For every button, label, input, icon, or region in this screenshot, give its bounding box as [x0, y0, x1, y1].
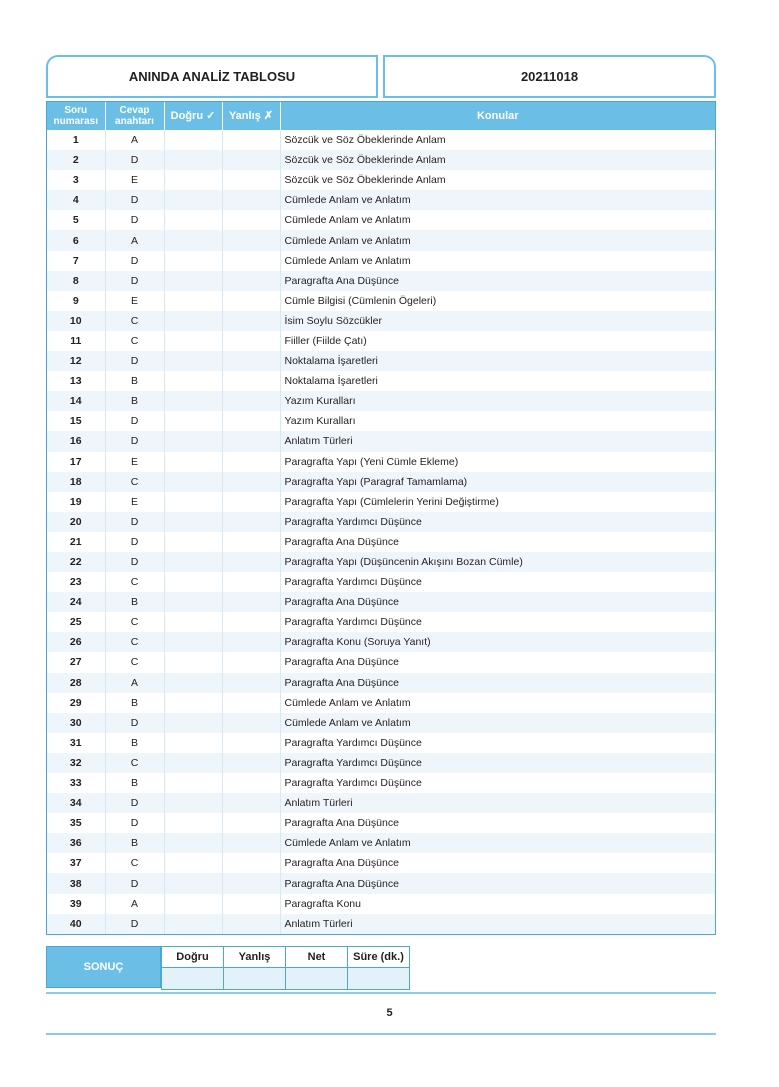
table-row [47, 291, 715, 311]
table-row [47, 833, 715, 853]
result-dogru-cell[interactable] [162, 968, 224, 990]
question-number: 36 [47, 833, 105, 853]
yanlis-cell[interactable] [222, 733, 280, 753]
question-number: 18 [47, 472, 105, 492]
topic-cell: Paragrafta Yapı (Paragraf Tamamlama) [280, 472, 715, 492]
topic-cell: Cümlede Anlam ve Anlatım [280, 190, 715, 210]
topic-cell: Paragrafta Ana Düşünce [284, 656, 399, 669]
table-row [47, 331, 715, 351]
yanlis-cell[interactable] [222, 833, 280, 853]
table-row [47, 170, 715, 190]
topic-cell: Paragrafta Konu (Soruya Yanıt) [280, 632, 715, 652]
topic-cell: Paragrafta Yapı (Yeni Cümle Ekleme) [284, 455, 459, 468]
topic-cell: Anlatım Türleri [280, 914, 715, 934]
answer-key: D [105, 251, 164, 271]
page-number: 5 [386, 1007, 393, 1019]
answer-key: E [105, 452, 164, 472]
yanlis-cell[interactable] [222, 472, 280, 492]
answer-key: D [105, 210, 164, 230]
answer-key: B [105, 693, 164, 713]
question-number: 40 [47, 914, 105, 934]
question-number: 16 [47, 431, 105, 451]
topic-cell: Paragrafta Ana Düşünce [284, 817, 399, 830]
topic-cell: Paragrafta Ana Düşünce [284, 535, 399, 548]
question-number: 29 [47, 693, 105, 713]
dogru-cell[interactable] [164, 391, 222, 411]
yanlis-cell[interactable] [222, 793, 280, 813]
dogru-cell[interactable] [164, 833, 222, 853]
yanlis-cell[interactable] [222, 773, 280, 793]
dogru-cell[interactable] [164, 150, 222, 170]
answer-key: D [105, 552, 164, 572]
answer-key: D [105, 190, 164, 210]
yanlis-cell[interactable] [222, 431, 280, 451]
result-table [161, 946, 410, 990]
dogru-cell[interactable] [164, 894, 222, 914]
header-title-box [46, 55, 378, 98]
topic-cell: Noktalama İşaretleri [280, 351, 715, 371]
question-number: 17 [47, 452, 105, 472]
yanlis-cell[interactable] [222, 753, 280, 773]
result-yanlis-header: Yanlış [224, 947, 286, 968]
col-soru-header [47, 102, 105, 130]
yanlis-cell[interactable] [222, 914, 280, 934]
question-number: 20 [47, 512, 105, 532]
table-row [47, 411, 715, 431]
dogru-cell[interactable] [164, 190, 222, 210]
answer-key: A [105, 894, 164, 914]
question-number: 30 [47, 713, 105, 733]
answer-key: B [105, 592, 164, 612]
question-number: 23 [47, 572, 105, 592]
question-number: 39 [47, 894, 105, 914]
table-row [47, 512, 715, 532]
topic-cell: Paragrafta Yardımcı Düşünce [280, 512, 715, 532]
dogru-cell[interactable] [164, 251, 222, 271]
table-row [47, 652, 715, 672]
table-row [47, 693, 715, 713]
yanlis-cell[interactable] [222, 713, 280, 733]
table-row [47, 532, 715, 552]
table-row [47, 592, 715, 612]
dogru-cell[interactable] [164, 351, 222, 371]
answer-key: C [105, 472, 164, 492]
question-number: 22 [47, 552, 105, 572]
dogru-cell[interactable] [164, 873, 222, 893]
answer-key: C [105, 311, 164, 331]
answer-key: B [105, 391, 164, 411]
answer-key: D [105, 713, 164, 733]
answer-key: D [105, 431, 164, 451]
yanlis-cell[interactable] [222, 873, 280, 893]
result-sure-header: Süre (dk.) [348, 947, 410, 968]
result-label: SONUÇ [46, 946, 161, 988]
table-row [47, 452, 715, 472]
topic-cell: Sözcük ve Söz Öbeklerinde Anlam [284, 134, 446, 147]
question-number: 26 [47, 632, 105, 652]
topic-cell: Cümlede Anlam ve Anlatım [280, 230, 715, 250]
table-row [47, 894, 715, 914]
question-number: 37 [47, 853, 105, 873]
header-title: ANINDA ANALİZ TABLOSU [128, 69, 296, 84]
answer-key: B [105, 833, 164, 853]
topic-cell: Paragrafta Ana Düşünce [280, 271, 715, 291]
answer-key: D [105, 532, 164, 552]
question-number: 8 [47, 271, 105, 291]
answer-key: C [105, 652, 164, 672]
question-number: 2 [47, 150, 105, 170]
dogru-cell[interactable] [164, 914, 222, 934]
footer-rule-top [46, 992, 716, 994]
col-dogru-header: Doğru ✓ [164, 102, 222, 130]
answer-key: C [105, 853, 164, 873]
topic-cell: İsim Soylu Sözcükler [280, 311, 715, 331]
answer-key: A [105, 130, 164, 150]
question-number: 10 [47, 311, 105, 331]
topic-cell: Sözcük ve Söz Öbeklerinde Anlam [280, 150, 715, 170]
topic-cell: Yazım Kuralları [284, 415, 356, 428]
question-number: 9 [47, 291, 105, 311]
answer-key: E [105, 170, 164, 190]
question-number: 15 [47, 411, 105, 431]
yanlis-cell[interactable] [222, 652, 280, 672]
result-section [46, 946, 410, 988]
topic-cell: Paragrafta Yardımcı Düşünce [284, 616, 422, 629]
table-row [47, 251, 715, 271]
answer-key: B [105, 773, 164, 793]
yanlis-cell[interactable] [222, 612, 280, 632]
yanlis-cell[interactable] [222, 271, 280, 291]
yanlis-cell[interactable] [222, 130, 280, 150]
table-row [47, 753, 715, 773]
header-code-box [383, 55, 716, 98]
topic-cell: Paragrafta Ana Düşünce [280, 873, 715, 893]
dogru-cell[interactable] [164, 130, 222, 150]
answer-key: B [105, 371, 164, 391]
topic-cell: Yazım Kuralları [280, 391, 715, 411]
yanlis-cell[interactable] [222, 371, 280, 391]
table-row [47, 391, 715, 411]
dogru-cell[interactable] [164, 612, 222, 632]
topic-cell: Paragrafta Yardımcı Düşünce [280, 753, 715, 773]
table-row [47, 793, 715, 813]
table-row [47, 230, 715, 250]
dogru-cell[interactable] [164, 431, 222, 451]
question-number: 32 [47, 753, 105, 773]
dogru-cell[interactable] [164, 733, 222, 753]
answer-key: D [105, 793, 164, 813]
dogru-cell[interactable] [164, 452, 222, 472]
yanlis-cell[interactable] [222, 351, 280, 371]
yanlis-cell[interactable] [222, 693, 280, 713]
yanlis-cell[interactable] [222, 853, 280, 873]
answer-key: D [105, 914, 164, 934]
yanlis-cell[interactable] [222, 230, 280, 250]
question-number: 38 [47, 873, 105, 893]
dogru-cell[interactable] [164, 652, 222, 672]
question-number: 34 [47, 793, 105, 813]
yanlis-cell[interactable] [222, 170, 280, 190]
answer-key: D [105, 813, 164, 833]
yanlis-cell[interactable] [222, 632, 280, 652]
footer-rule-bottom [46, 1033, 716, 1035]
topic-cell: Cümlede Anlam ve Anlatım [280, 713, 715, 733]
question-number: 13 [47, 371, 105, 391]
yanlis-cell[interactable] [222, 572, 280, 592]
answer-key: A [105, 673, 164, 693]
answer-key: D [105, 411, 164, 431]
yanlis-cell[interactable] [222, 311, 280, 331]
question-number: 14 [47, 391, 105, 411]
yanlis-cell[interactable] [222, 251, 280, 271]
topic-cell: Anlatım Türleri [280, 793, 715, 813]
result-net-cell[interactable] [286, 968, 348, 990]
col-soru-line1: Soru [64, 105, 88, 116]
dogru-cell[interactable] [164, 753, 222, 773]
topic-cell: Cümlede Anlam ve Anlatım [284, 696, 411, 709]
question-number: 27 [47, 652, 105, 672]
header-code: 20211018 [520, 69, 579, 84]
question-number: 5 [47, 210, 105, 230]
table-header-row [47, 102, 715, 130]
table-row [47, 632, 715, 652]
dogru-cell[interactable] [164, 853, 222, 873]
topic-cell: Paragrafta Ana Düşünce [284, 857, 399, 870]
topic-cell: Cümle Bilgisi (Cümlenin Ögeleri) [284, 294, 437, 307]
question-number: 3 [47, 170, 105, 190]
question-number: 25 [47, 612, 105, 632]
dogru-cell[interactable] [164, 773, 222, 793]
answer-key: C [105, 572, 164, 592]
yanlis-cell[interactable] [222, 452, 280, 472]
topic-cell: Paragrafta Yardımcı Düşünce [284, 777, 422, 790]
question-number: 6 [47, 230, 105, 250]
dogru-cell[interactable] [164, 492, 222, 512]
table-row [47, 190, 715, 210]
question-number: 31 [47, 733, 105, 753]
topic-cell: Paragrafta Yardımcı Düşünce [284, 736, 422, 749]
yanlis-cell[interactable] [222, 150, 280, 170]
dogru-cell[interactable] [164, 793, 222, 813]
col-konular-header: Konular [280, 102, 715, 130]
topic-cell: Anlatım Türleri [280, 431, 715, 451]
answer-key: A [105, 230, 164, 250]
answer-key: C [105, 753, 164, 773]
table-row [47, 210, 715, 230]
table-row [47, 773, 715, 793]
answer-key: D [105, 271, 164, 291]
dogru-cell[interactable] [164, 813, 222, 833]
dogru-cell[interactable] [164, 713, 222, 733]
answer-key: E [105, 492, 164, 512]
col-cevap-line1: Cevap [119, 105, 150, 116]
topic-cell: Paragrafta Konu [284, 897, 361, 910]
answer-key: D [105, 150, 164, 170]
col-cevap-line2: anahtarı [115, 116, 154, 127]
table-row [47, 873, 715, 893]
table-row [47, 130, 715, 150]
topic-cell: Paragrafta Yapı (Cümlelerin Yerini Değiştirme) [284, 495, 499, 508]
col-yanlis-header: Yanlış ✗ [222, 102, 280, 130]
dogru-cell[interactable] [164, 512, 222, 532]
dogru-cell[interactable] [164, 311, 222, 331]
dogru-cell[interactable] [164, 411, 222, 431]
dogru-cell[interactable] [164, 291, 222, 311]
table-row [47, 813, 715, 833]
dogru-cell[interactable] [164, 572, 222, 592]
result-net-header: Net [286, 947, 348, 968]
question-number: 33 [47, 773, 105, 793]
dogru-cell[interactable] [164, 472, 222, 492]
dogru-cell[interactable] [164, 230, 222, 250]
result-dogru-header: Doğru [162, 947, 224, 968]
answer-key: C [105, 612, 164, 632]
question-number: 4 [47, 190, 105, 210]
yanlis-cell[interactable] [222, 411, 280, 431]
table-row [47, 572, 715, 592]
question-number: 21 [47, 532, 105, 552]
yanlis-cell[interactable] [222, 813, 280, 833]
topic-cell: Cümlede Anlam ve Anlatım [284, 254, 411, 267]
yanlis-cell[interactable] [222, 673, 280, 693]
table-row [47, 311, 715, 331]
dogru-cell[interactable] [164, 210, 222, 230]
dogru-cell[interactable] [164, 371, 222, 391]
answer-key: E [105, 291, 164, 311]
yanlis-cell[interactable] [222, 210, 280, 230]
answer-key: C [105, 331, 164, 351]
question-number: 12 [47, 351, 105, 371]
topic-cell: Paragrafta Ana Düşünce [280, 592, 715, 612]
analysis-table [46, 101, 716, 935]
result-yanlis-cell[interactable] [224, 968, 286, 990]
topic-cell: Paragrafta Yapı (Düşüncenin Akışını Bozan Cümle) [280, 552, 715, 572]
yanlis-cell[interactable] [222, 190, 280, 210]
topic-cell: Fiiller (Fiilde Çatı) [284, 334, 367, 347]
table-row [47, 351, 715, 371]
dogru-cell[interactable] [164, 693, 222, 713]
table-row [47, 472, 715, 492]
answer-key: D [105, 873, 164, 893]
dogru-cell[interactable] [164, 532, 222, 552]
question-number: 19 [47, 492, 105, 512]
yanlis-cell[interactable] [222, 532, 280, 552]
table-row [47, 914, 715, 934]
dogru-cell[interactable] [164, 632, 222, 652]
table-row [47, 733, 715, 753]
table-row [47, 612, 715, 632]
topic-cell: Paragrafta Yardımcı Düşünce [284, 576, 422, 589]
table-row [47, 713, 715, 733]
topic-cell: Cümlede Anlam ve Anlatım [280, 833, 715, 853]
question-number: 1 [47, 130, 105, 150]
yanlis-cell[interactable] [222, 552, 280, 572]
question-number: 35 [47, 813, 105, 833]
yanlis-cell[interactable] [222, 512, 280, 532]
yanlis-cell[interactable] [222, 492, 280, 512]
topic-cell: Cümlede Anlam ve Anlatım [284, 214, 411, 227]
question-number: 28 [47, 673, 105, 693]
table-row [47, 371, 715, 391]
col-cevap-header [105, 102, 164, 130]
dogru-cell[interactable] [164, 592, 222, 612]
answer-key: B [105, 733, 164, 753]
yanlis-cell[interactable] [222, 331, 280, 351]
yanlis-cell[interactable] [222, 291, 280, 311]
dogru-cell[interactable] [164, 271, 222, 291]
table-row [47, 492, 715, 512]
table-row [47, 431, 715, 451]
table-row [47, 271, 715, 291]
question-number: 24 [47, 592, 105, 612]
table-row [47, 853, 715, 873]
table-row [47, 552, 715, 572]
question-number: 7 [47, 251, 105, 271]
dogru-cell[interactable] [164, 170, 222, 190]
table-row [47, 150, 715, 170]
dogru-cell[interactable] [164, 673, 222, 693]
answer-key: C [105, 632, 164, 652]
yanlis-cell[interactable] [222, 592, 280, 612]
yanlis-cell[interactable] [222, 894, 280, 914]
yanlis-cell[interactable] [222, 391, 280, 411]
answer-key: D [105, 351, 164, 371]
topic-cell: Noktalama İşaretleri [284, 375, 378, 388]
answer-key: D [105, 512, 164, 532]
col-soru-line2: numarası [53, 116, 98, 127]
topic-cell: Sözcük ve Söz Öbeklerinde Anlam [284, 174, 446, 187]
topic-cell: Paragrafta Ana Düşünce [280, 673, 715, 693]
result-sure-cell[interactable] [348, 968, 410, 990]
question-number: 11 [47, 331, 105, 351]
dogru-cell[interactable] [164, 331, 222, 351]
table-row [47, 673, 715, 693]
dogru-cell[interactable] [164, 552, 222, 572]
